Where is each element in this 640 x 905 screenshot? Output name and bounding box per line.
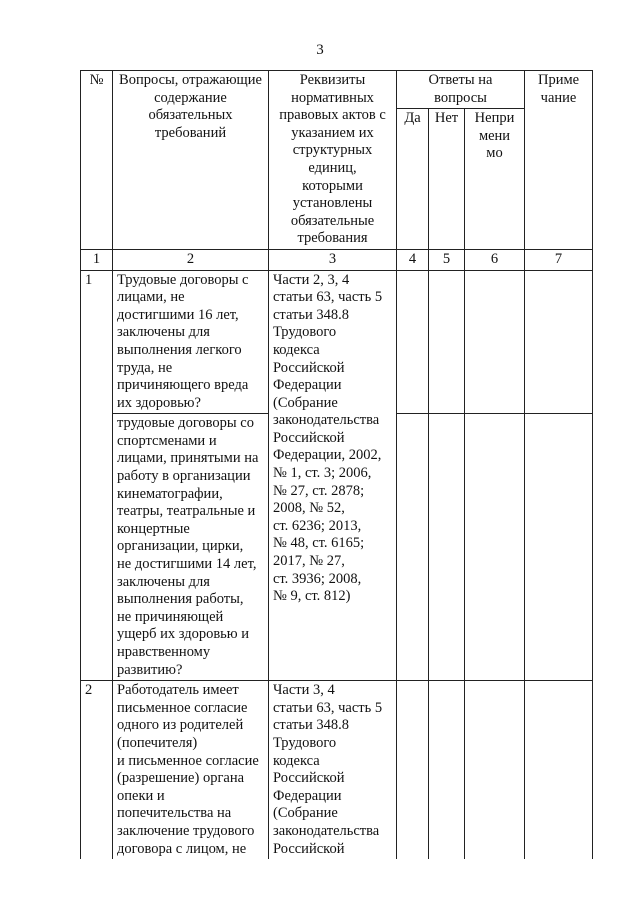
answer-yes-cell[interactable] — [397, 681, 429, 859]
answer-no-cell[interactable] — [429, 681, 465, 859]
column-number: 1 — [81, 249, 113, 270]
answer-not-applicable-cell[interactable] — [465, 270, 525, 414]
header-number: № — [81, 71, 113, 250]
header-not-applicable: Непри мени мо — [465, 109, 525, 250]
header-requisites: Реквизиты нормативных правовых актов с указанием их структурных единиц, которыми установлены обязательные требования — [269, 71, 397, 250]
table-row — [81, 681, 593, 859]
note-cell[interactable] — [525, 681, 593, 859]
answer-yes-cell[interactable] — [397, 270, 429, 414]
column-number: 4 — [397, 249, 429, 270]
question-text: Работодатель имеет письменное согласие одного из родителей (попечителя) и письменное согласие (разрешение) органа опеки и попечительства на заключение трудового договора с лицом, не — [113, 681, 269, 859]
note-cell[interactable] — [525, 414, 593, 681]
requirements-table — [80, 70, 593, 859]
answer-yes-cell[interactable] — [397, 414, 429, 681]
header-note: Приме чание — [525, 71, 593, 250]
table-row — [81, 270, 593, 414]
header-questions: Вопросы, отражающие содержание обязательных требований — [113, 71, 269, 250]
row-number: 1 — [81, 270, 113, 681]
answer-no-cell[interactable] — [429, 414, 465, 681]
row-number: 2 — [81, 681, 113, 859]
question-text: Трудовые договоры с лицами, не достигшими 16 лет, заключены для выполнения легкого труда, не причиняющего вреда их здоровью? — [113, 270, 269, 414]
requisites-text: Части 2, 3, 4 статьи 63, часть 5 статьи 348.8 Трудового кодекса Российской Федерации (Собрание законодательства Российской Федерации, 2002, № 1, ст. 3; 2006, № 27, ст. 2878; 2008, № 52, ст. 6236; 2013, № 48, ст. 6165; 2017, № 27, ст. 3936; 2008, № 9, ст. 812) — [269, 270, 397, 681]
answer-no-cell[interactable] — [429, 270, 465, 414]
header-answers: Ответы на вопросы — [397, 71, 525, 109]
column-number: 6 — [465, 249, 525, 270]
requisites-text: Части 3, 4 статьи 63, часть 5 статьи 348.8 Трудового кодекса Российской Федерации (Собрание законодательства Российской — [269, 681, 397, 859]
question-text: трудовые договоры со спортсменами и лицами, принятыми на работу в организации кинематографии, театры, театральные и концертные организации, цирки, не достигшими 14 лет, заключены для выполнения работы, не причиняющей ущерб их здоровью и нравственному развитию? — [113, 414, 269, 681]
table-header-row — [81, 71, 593, 109]
column-number: 3 — [269, 249, 397, 270]
column-number: 5 — [429, 249, 465, 270]
note-cell[interactable] — [525, 270, 593, 414]
header-no: Нет — [429, 109, 465, 250]
column-number: 7 — [525, 249, 593, 270]
header-yes: Да — [397, 109, 429, 250]
answer-not-applicable-cell[interactable] — [465, 681, 525, 859]
column-number-row — [81, 249, 593, 270]
column-number: 2 — [113, 249, 269, 270]
answer-not-applicable-cell[interactable] — [465, 414, 525, 681]
page-number: 3 — [316, 42, 324, 58]
